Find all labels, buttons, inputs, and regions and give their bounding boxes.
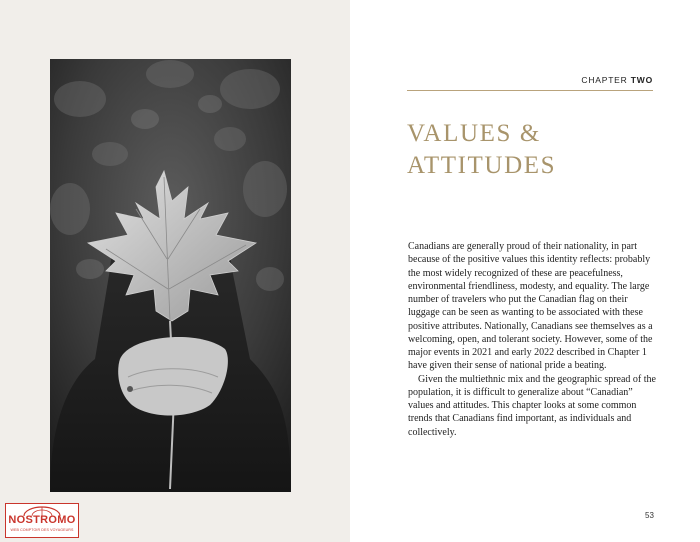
paragraph-2: Given the multiethnic mix and the geographic spread of the population, it is difficult to generalize about “Canadian” values and attitudes. This chapter looks at some common trends that Canadians find important, as individuals and collectively. bbox=[408, 373, 656, 438]
paragraph-1: Canadians are generally proud of their nationality, in part because of the positive values this identity reflects: probably the most widely recognized of these are peacefulness, environmental friendliness, modesty, and equality. The large number of travelers who put the Canadian flag on their luggage can be seen as wanting to be associated with these positive attributes. Nationally, Canadians see themselves as a welcoming, open, and tolerant society. However, some of the major events in 2021 and early 2022 described in Chapter 1 have given their sense of national pride a beating. bbox=[408, 241, 653, 372]
photo-illustration bbox=[50, 59, 291, 492]
chapter-title-line-2: ATTITUDES bbox=[407, 152, 557, 179]
chapter-title-line-1: VALUES & bbox=[407, 120, 541, 147]
chapter-prefix: CHAPTER bbox=[581, 75, 628, 85]
nostromo-watermark bbox=[5, 503, 79, 538]
maple-leaf-photo bbox=[50, 59, 291, 492]
chapter-label bbox=[581, 75, 653, 85]
body-text bbox=[408, 240, 658, 439]
chapter-divider bbox=[407, 90, 653, 91]
watermark-title: NOSTROMO bbox=[8, 514, 76, 526]
chapter-title bbox=[407, 118, 657, 182]
chapter-number: TWO bbox=[630, 75, 653, 85]
page-number: 53 bbox=[645, 511, 654, 520]
watermark-subtitle: WEB COMPTOIR DES VOYAGEURS bbox=[10, 528, 74, 532]
